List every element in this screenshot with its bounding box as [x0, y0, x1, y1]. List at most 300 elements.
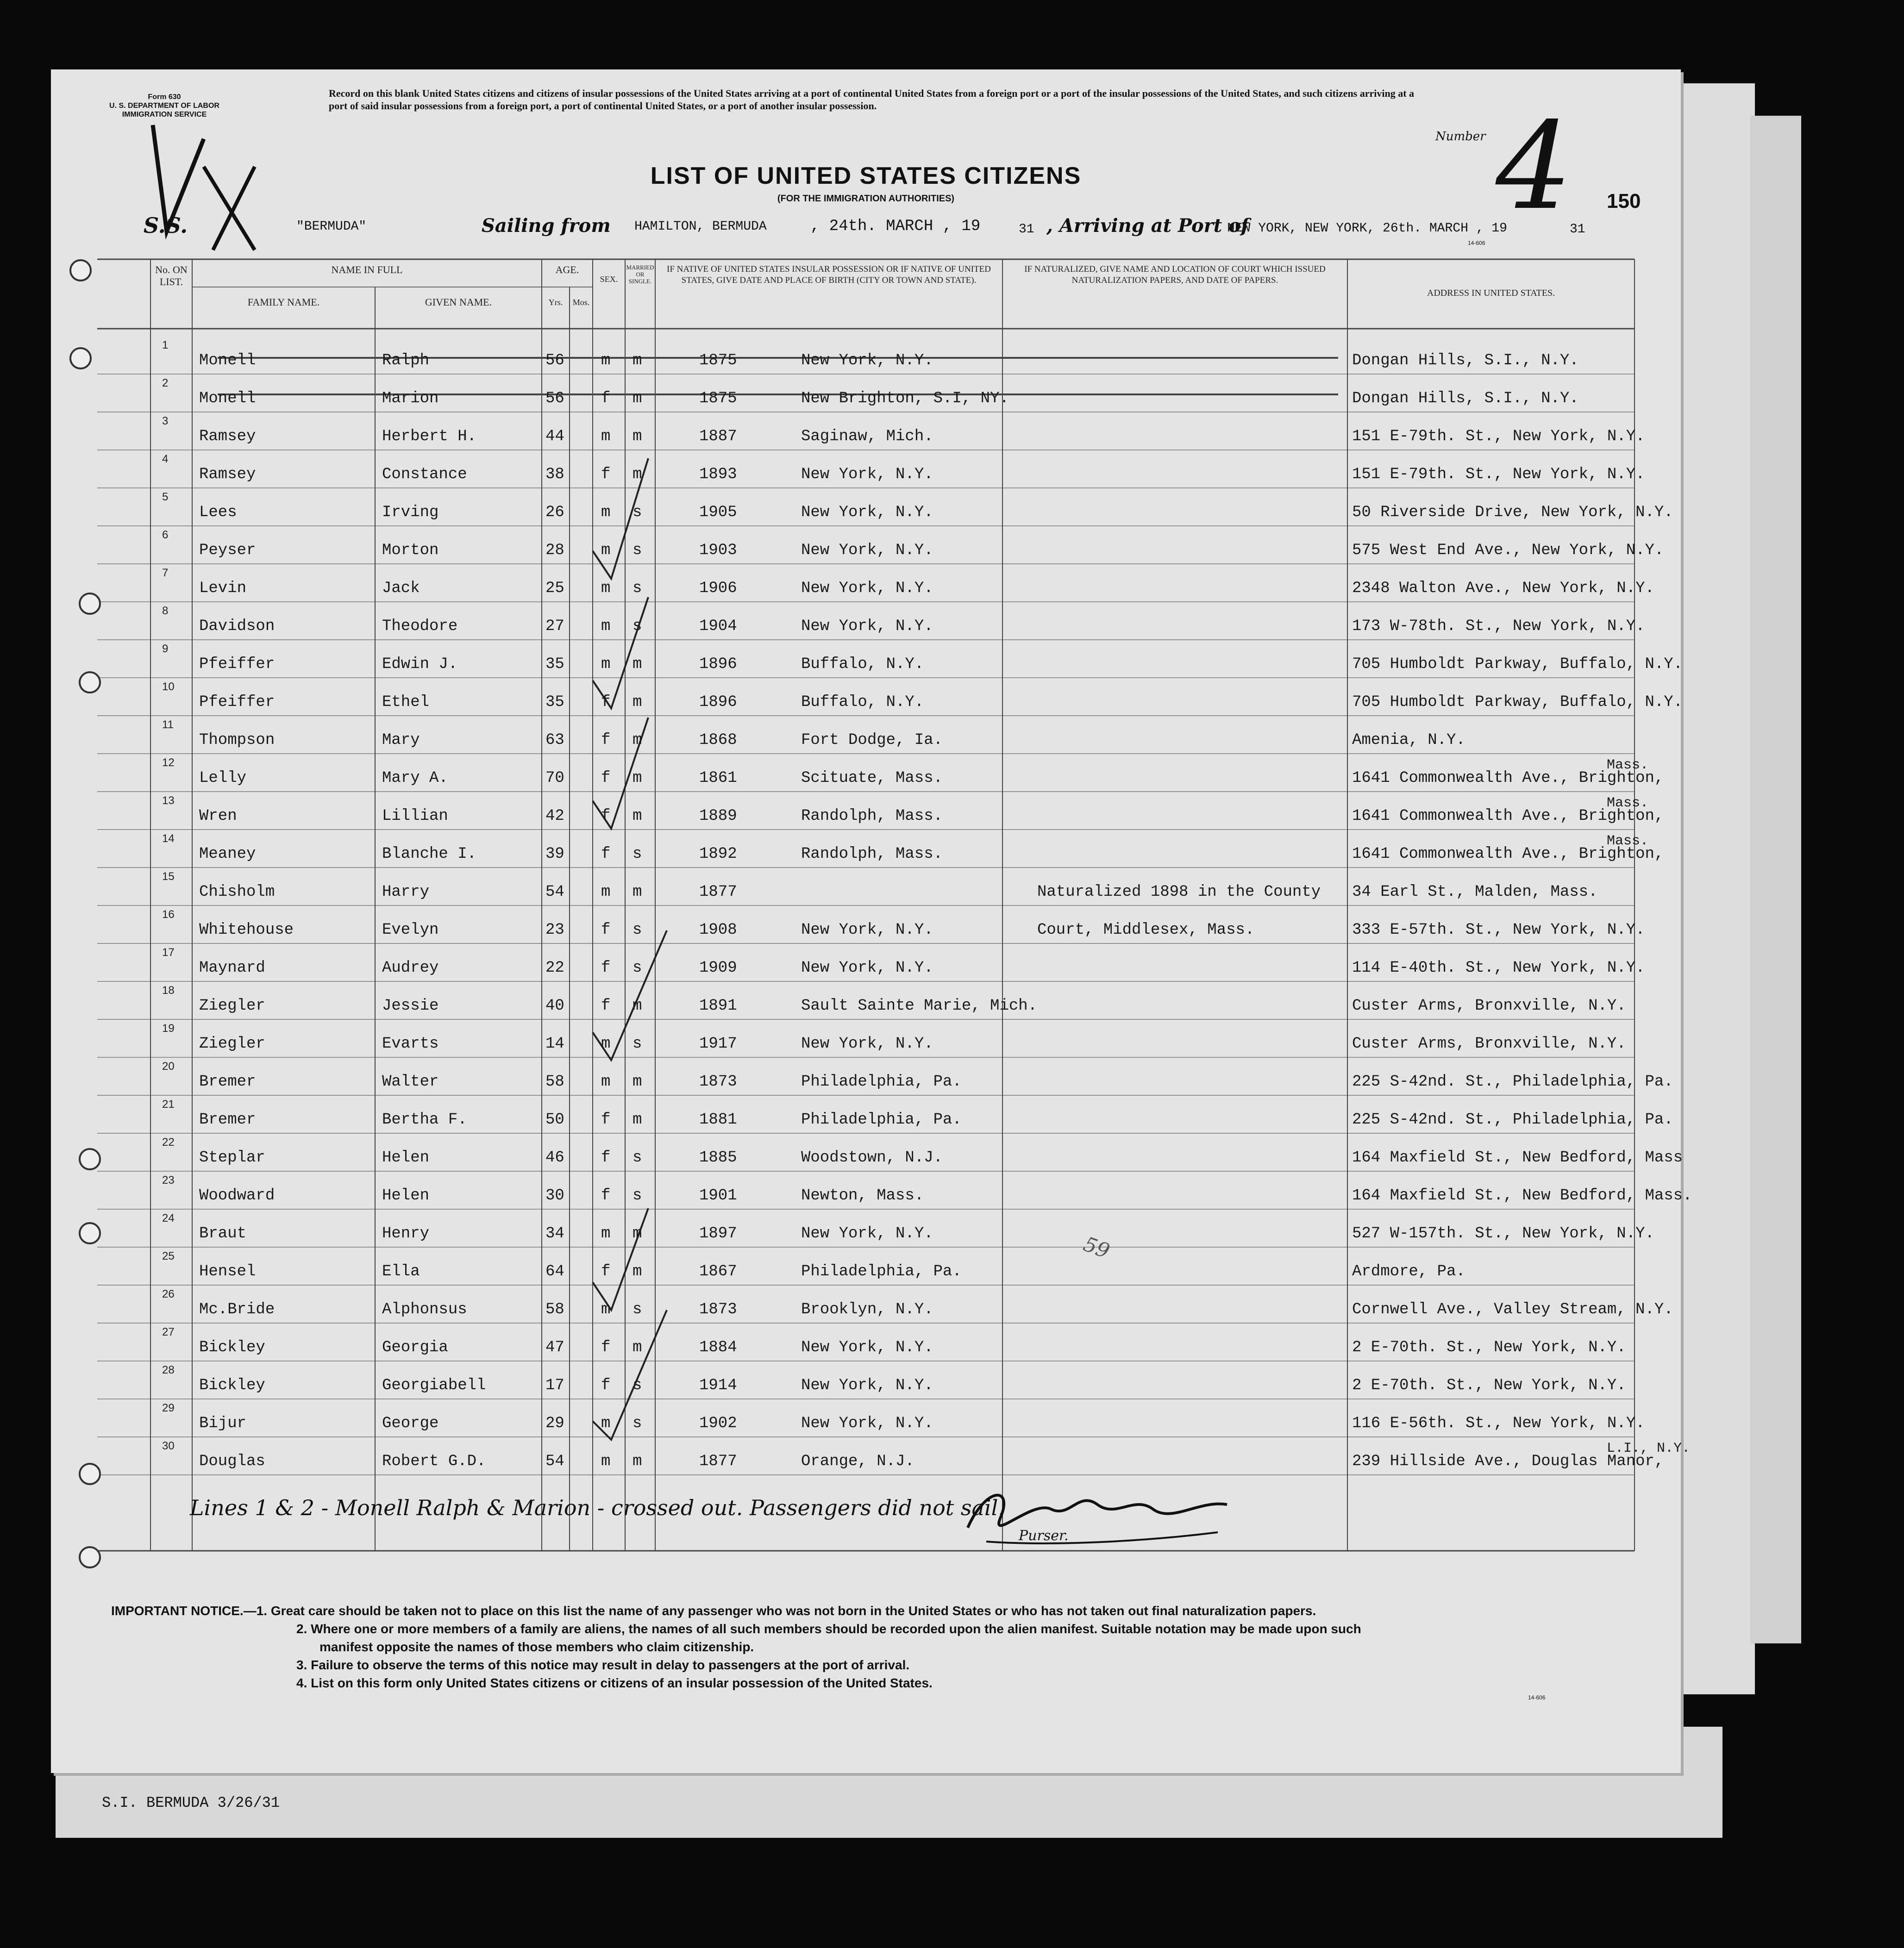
cell-year: 1873 [699, 1301, 737, 1318]
row-number: 23 [162, 1174, 175, 1186]
row-number: 9 [162, 643, 169, 655]
cell-place: Saginaw, Mich. [801, 428, 933, 445]
cell-year: 1868 [699, 731, 737, 749]
cell-age: 56 [545, 390, 564, 407]
header-name-in-full: NAME IN FULL [331, 264, 403, 275]
row-number: 30 [162, 1440, 175, 1452]
row-number: 19 [162, 1022, 175, 1035]
cell-sex: f [601, 731, 611, 749]
cell-given: Constance [382, 466, 467, 483]
to-year: 31 [1570, 222, 1585, 237]
cell-year: 1902 [699, 1415, 737, 1432]
cell-ms: s [633, 845, 642, 863]
cell-sex: m [601, 1415, 611, 1432]
cell-addr: 527 W-157th. St., New York, N.Y. [1352, 1225, 1654, 1242]
cell-family: Bijur [199, 1415, 247, 1432]
cell-ms: m [633, 1453, 642, 1470]
cell-family: Pfeiffer [199, 693, 275, 711]
cell-given: Georgia [382, 1339, 448, 1356]
cell-sex: f [601, 1111, 611, 1129]
notice-item-1: —1. Great care should be taken not to place on this list the name of any passenger who was not born in the United States or who has not taken out final naturalization papers. [243, 1604, 1316, 1618]
cell-age: 46 [545, 1149, 564, 1167]
back-sheet [1750, 116, 1801, 1643]
cell-age: 50 [545, 1111, 564, 1129]
cell-place: New York, N.Y. [801, 542, 933, 559]
cell-nat: Naturalized 1898 in the County [1037, 883, 1321, 901]
cell-given: Henry [382, 1225, 430, 1242]
cell-sex: f [601, 959, 611, 977]
cell-place: New York, N.Y. [801, 618, 933, 635]
cell-age: 30 [545, 1187, 564, 1205]
row-number: 13 [162, 794, 175, 807]
cell-family: Lelly [199, 769, 247, 787]
cell-place: Philadelphia, Pa. [801, 1263, 962, 1280]
notice-item-2: 2. Where one or more members of a family are aliens, the names of all such members should be recorded upon the alien manifest. Suitable notation may be made upon such [296, 1622, 1361, 1636]
cell-year: 1867 [699, 1263, 737, 1280]
cell-family: Lees [199, 504, 237, 521]
cell-sex: f [601, 997, 611, 1015]
notice-code: 14-606 [1528, 1694, 1546, 1701]
cell-ms: s [633, 1035, 642, 1053]
number-value: 4 [1496, 97, 1572, 237]
form-number: Form 630 [148, 93, 181, 101]
header-address: ADDRESS IN UNITED STATES. [1427, 288, 1555, 298]
cell-sex: m [601, 618, 611, 635]
row-number: 24 [162, 1212, 175, 1224]
cell-addr: Custer Arms, Bronxville, N.Y. [1352, 1035, 1626, 1053]
row-number: 8 [162, 605, 169, 617]
cell-age: 70 [545, 769, 564, 787]
cell-place: Randolph, Mass. [801, 845, 943, 863]
cell-addr: 225 S-42nd. St., Philadelphia, Pa. [1352, 1111, 1673, 1129]
important-notice [111, 1602, 1639, 1692]
cell-place: New York, N.Y. [801, 352, 933, 369]
cell-year: 1914 [699, 1377, 737, 1394]
cell-addr: 2 E-70th. St., New York, N.Y. [1352, 1377, 1626, 1394]
cell-ms: s [633, 1415, 642, 1432]
cell-family: Braut [199, 1225, 247, 1242]
cell-year: 1897 [699, 1225, 737, 1242]
cell-family: Ramsey [199, 428, 256, 445]
cell-family: Chisholm [199, 883, 275, 901]
cell-age: 35 [545, 656, 564, 673]
cell-addr: 333 E-57th. St., New York, N.Y. [1352, 921, 1645, 939]
cell-ms: s [633, 921, 642, 939]
number-label: Number [1435, 130, 1486, 144]
cell-ms: m [633, 693, 642, 711]
cell-year: 1875 [699, 352, 737, 369]
cell-sex: m [601, 1225, 611, 1242]
cell-addr: 34 Earl St., Malden, Mass. [1352, 883, 1598, 901]
cell-age: 64 [545, 1263, 564, 1280]
cell-ms: m [633, 731, 642, 749]
cell-place: Brooklyn, N.Y. [801, 1301, 933, 1318]
cell-sex: f [601, 921, 611, 939]
cell-given: Bertha F. [382, 1111, 467, 1129]
cell-age: 47 [545, 1339, 564, 1356]
cell-age: 63 [545, 731, 564, 749]
row-number: 27 [162, 1326, 175, 1338]
cell-family: Meaney [199, 845, 256, 863]
from-date: , 24th. MARCH , 19 [810, 218, 981, 235]
cell-given: Lillian [382, 807, 448, 825]
cell-year: 1884 [699, 1339, 737, 1356]
notice-heading: IMPORTANT NOTICE. [111, 1604, 244, 1618]
cell-place: New York, N.Y. [801, 959, 933, 977]
cell-given: Blanche I. [382, 845, 477, 863]
notice-item-3: 3. Failure to observe the terms of this notice may result in delay to passengers at the port of arrival. [296, 1658, 910, 1672]
row-number: 3 [162, 415, 169, 427]
ship-name: "BERMUDA" [296, 219, 367, 234]
cell-given: Herbert H. [382, 428, 477, 445]
ss-label: S.S. [144, 213, 188, 238]
cell-age: 29 [545, 1415, 564, 1432]
archive-label: S.I. BERMUDA 3/26/31 [93, 1792, 289, 1814]
cell-place: Sault Sainte Marie, Mich. [801, 997, 1038, 1015]
cell-sex: m [601, 1453, 611, 1470]
cell-place: New York, N.Y. [801, 1339, 933, 1356]
cell-address-overflow: Mass. [1607, 795, 1649, 811]
cell-sex: m [601, 580, 611, 597]
cell-ms: m [633, 1111, 642, 1129]
page-subtitle: (FOR THE IMMIGRATION AUTHORITIES) [777, 194, 955, 204]
header-married-single: MARRIED OR SINGLE. [626, 264, 654, 285]
cell-year: 1906 [699, 580, 737, 597]
cell-age: 35 [545, 693, 564, 711]
instructions: Record on this blank United States citizens and citizens of insular possessions of the United States arriving at a port of continental United States from a foreign port or a port of the insular possessions of the United States, and such citizens arriving at a port of said insular possessions from a foreign port, a port of continental United States, or a port of another insular possession. [329, 87, 1415, 112]
cell-age: 42 [545, 807, 564, 825]
cell-nat: Court, Middlesex, Mass. [1037, 921, 1255, 939]
cell-place: Newton, Mass. [801, 1187, 924, 1205]
cell-place: New York, N.Y. [801, 466, 933, 483]
cell-year: 1892 [699, 845, 737, 863]
header-age: AGE. [555, 264, 579, 275]
cell-place: New York, N.Y. [801, 1415, 933, 1432]
cell-address-overflow: Mass. [1607, 757, 1649, 773]
cell-family: Ramsey [199, 466, 256, 483]
cell-addr: 114 E-40th. St., New York, N.Y. [1352, 959, 1645, 977]
cell-year: 1877 [699, 883, 737, 901]
cell-addr: 151 E-79th. St., New York, N.Y. [1352, 428, 1645, 445]
cell-year: 1861 [699, 769, 737, 787]
row-number: 18 [162, 984, 175, 997]
cell-given: Ralph [382, 352, 430, 369]
punch-hole [79, 1222, 101, 1244]
cell-year: 1901 [699, 1187, 737, 1205]
cell-given: Helen [382, 1187, 430, 1205]
cell-addr: 575 West End Ave., New York, N.Y. [1352, 542, 1664, 559]
cell-place: Fort Dodge, Ia. [801, 731, 943, 749]
cell-place: Philadelphia, Pa. [801, 1073, 962, 1091]
cell-sex: m [601, 352, 611, 369]
row-number: 10 [162, 681, 175, 693]
cell-given: Walter [382, 1073, 439, 1091]
cell-family: Bremer [199, 1073, 256, 1091]
cell-year: 1905 [699, 504, 737, 521]
cell-given: George [382, 1415, 439, 1432]
cell-addr: 225 S-42nd. St., Philadelphia, Pa. [1352, 1073, 1673, 1091]
cell-addr: Cornwell Ave., Valley Stream, N.Y. [1352, 1301, 1673, 1318]
cell-place: New York, N.Y. [801, 1225, 933, 1242]
header-no: No. ON LIST. [155, 264, 188, 287]
cell-ms: s [633, 542, 642, 559]
cell-ms: m [633, 1339, 642, 1356]
cell-given: Mary [382, 731, 420, 749]
cell-age: 17 [545, 1377, 564, 1394]
cell-ms: m [633, 769, 642, 787]
cell-sex: m [601, 428, 611, 445]
cell-ms: s [633, 1377, 642, 1394]
cell-given: Georgiabell [382, 1377, 486, 1394]
cell-year: 1908 [699, 921, 737, 939]
punch-hole [79, 1463, 101, 1485]
cell-year: 1891 [699, 997, 737, 1015]
cell-family: Pfeiffer [199, 656, 275, 673]
cell-sex: m [601, 542, 611, 559]
cell-ms: m [633, 466, 642, 483]
cell-sex: f [601, 1263, 611, 1280]
cell-sex: f [601, 1187, 611, 1205]
cell-sex: f [601, 693, 611, 711]
cell-given: Audrey [382, 959, 439, 977]
row-number: 21 [162, 1098, 175, 1111]
cell-ms: s [633, 1187, 642, 1205]
cell-given: Harry [382, 883, 430, 901]
cell-place: Orange, N.J. [801, 1453, 914, 1470]
cell-age: 28 [545, 542, 564, 559]
cell-addr: 173 W-78th. St., New York, N.Y. [1352, 618, 1645, 635]
cell-age: 40 [545, 997, 564, 1015]
cell-addr: 2348 Walton Ave., New York, N.Y. [1352, 580, 1654, 597]
cell-sex: m [601, 1301, 611, 1318]
row-number: 20 [162, 1060, 175, 1073]
cell-family: Douglas [199, 1453, 265, 1470]
cell-given: Morton [382, 542, 439, 559]
cell-age: 56 [545, 352, 564, 369]
cell-sex: f [601, 466, 611, 483]
cell-family: Mc.Bride [199, 1301, 275, 1318]
cell-family: Monell [199, 390, 256, 407]
cell-year: 1904 [699, 618, 737, 635]
cell-place: Woodstown, N.J. [801, 1149, 943, 1167]
cell-address-overflow: Mass. [1607, 833, 1649, 849]
cell-age: 44 [545, 428, 564, 445]
cell-sex: m [601, 656, 611, 673]
cell-addr: Ardmore, Pa. [1352, 1263, 1466, 1280]
row-number: 2 [162, 377, 169, 389]
cell-family: Peyser [199, 542, 256, 559]
cell-addr: Custer Arms, Bronxville, N.Y. [1352, 997, 1626, 1015]
cell-sex: m [601, 1073, 611, 1091]
cell-family: Davidson [199, 618, 275, 635]
cell-year: 1873 [699, 1073, 737, 1091]
cell-addr: Dongan Hills, S.I., N.Y. [1352, 390, 1579, 407]
cell-place: New York, N.Y. [801, 1377, 933, 1394]
cell-ms: s [633, 1301, 642, 1318]
cell-age: 25 [545, 580, 564, 597]
cell-place: New Brighton, S.I, NY. [801, 390, 1009, 407]
cell-ms: s [633, 580, 642, 597]
cell-family: Levin [199, 580, 247, 597]
cell-year: 1903 [699, 542, 737, 559]
cell-ms: m [633, 428, 642, 445]
cell-sex: f [601, 769, 611, 787]
cell-given: Robert G.D. [382, 1453, 486, 1470]
cell-sex: m [601, 883, 611, 901]
cell-ms: m [633, 1225, 642, 1242]
cell-ms: s [633, 1149, 642, 1167]
row-number: 14 [162, 832, 175, 845]
cell-addr: 705 Humboldt Parkway, Buffalo, N.Y. [1352, 693, 1683, 711]
cell-given: Evarts [382, 1035, 439, 1053]
cell-ms: m [633, 807, 642, 825]
cell-addr: 151 E-79th. St., New York, N.Y. [1352, 466, 1645, 483]
row-number: 12 [162, 756, 175, 769]
cell-age: 23 [545, 921, 564, 939]
cell-ms: m [633, 656, 642, 673]
cell-ms: m [633, 352, 642, 369]
cell-sex: f [601, 1149, 611, 1167]
cell-ms: m [633, 1263, 642, 1280]
cell-family: Steplar [199, 1149, 265, 1167]
punch-hole [79, 593, 101, 615]
arriving-label: , Arriving at Port of [1046, 215, 1249, 237]
page-number: 150 [1607, 190, 1641, 212]
cell-age: 34 [545, 1225, 564, 1242]
cell-addr: 705 Humboldt Parkway, Buffalo, N.Y. [1352, 656, 1683, 673]
row-number: 22 [162, 1136, 175, 1149]
punch-hole [69, 259, 92, 281]
cell-year: 1893 [699, 466, 737, 483]
cell-given: Alphonsus [382, 1301, 467, 1318]
cell-place: Buffalo, N.Y. [801, 693, 924, 711]
cell-year: 1917 [699, 1035, 737, 1053]
cell-family: Ziegler [199, 997, 265, 1015]
cell-given: Evelyn [382, 921, 439, 939]
header-mos: Mos. [572, 298, 590, 307]
cell-ms: s [633, 959, 642, 977]
manifest-sheet [51, 69, 1692, 1773]
cell-family: Woodward [199, 1187, 275, 1205]
cell-addr: 164 Maxfield St., New Bedford, Mass [1352, 1149, 1683, 1167]
cell-addr: 239 Hillside Ave., Douglas Manor, [1352, 1453, 1664, 1470]
header-sex: SEX. [600, 275, 618, 284]
row-number: 4 [162, 453, 169, 465]
cell-family: Monell [199, 352, 256, 369]
cell-family: Bickley [199, 1339, 265, 1356]
row-number: 1 [162, 339, 169, 351]
department: U. S. DEPARTMENT OF LABOR [109, 102, 219, 110]
cell-sex: m [601, 1035, 611, 1053]
cell-family: Bickley [199, 1377, 265, 1394]
cell-year: 1881 [699, 1111, 737, 1129]
cell-addr: Dongan Hills, S.I., N.Y. [1352, 352, 1579, 369]
cell-year: 1877 [699, 1453, 737, 1470]
header-native: IF NATIVE OF UNITED STATES INSULAR POSSESSION OR IF NATIVE OF UNITED STATES, GIVE DATE AND PLACE OF BIRTH (CITY OR TOWN AND STATE). [667, 264, 991, 285]
cell-year: 1887 [699, 428, 737, 445]
stamp-number: 59 [1080, 1232, 1113, 1264]
from-port: HAMILTON, BERMUDA [634, 219, 767, 234]
cell-ms: s [633, 504, 642, 521]
cell-given: Theodore [382, 618, 458, 635]
header-given-name: GIVEN NAME. [425, 296, 492, 308]
cell-family: Ziegler [199, 1035, 265, 1053]
cell-year: 1875 [699, 390, 737, 407]
cell-given: Ethel [382, 693, 430, 711]
cell-place: Randolph, Mass. [801, 807, 943, 825]
sailing-label: Sailing from [482, 215, 611, 237]
cell-given: Jessie [382, 997, 439, 1015]
cell-family: Bremer [199, 1111, 256, 1129]
cell-year: 1896 [699, 693, 737, 711]
row-number: 17 [162, 946, 175, 959]
punch-hole [69, 347, 92, 369]
notice-item-2b: manifest opposite the names of those members who claim citizenship. [319, 1640, 754, 1654]
cell-age: 58 [545, 1301, 564, 1318]
cell-addr: Amenia, N.Y. [1352, 731, 1466, 749]
cell-year: 1889 [699, 807, 737, 825]
cell-given: Irving [382, 504, 439, 521]
punch-hole [79, 1148, 101, 1170]
cell-age: 39 [545, 845, 564, 863]
cell-sex: f [601, 390, 611, 407]
to-port: NEW YORK, NEW YORK, 26th. MARCH , 19 [1227, 221, 1507, 236]
row-number: 25 [162, 1250, 175, 1262]
cell-ms: m [633, 1073, 642, 1091]
cell-sex: f [601, 1377, 611, 1394]
cell-given: Ella [382, 1263, 420, 1280]
cell-addr: 1641 Commonwealth Ave., Brighton, [1352, 845, 1664, 863]
cell-sex: f [601, 1339, 611, 1356]
cell-given: Helen [382, 1149, 430, 1167]
cell-given: Marion [382, 390, 439, 407]
row-number: 5 [162, 491, 169, 503]
form-code: 14-606 [1468, 240, 1485, 246]
cell-addr: 1641 Commonwealth Ave., Brighton, [1352, 807, 1664, 825]
cell-ms: m [633, 390, 642, 407]
cell-addr: 1641 Commonwealth Ave., Brighton, [1352, 769, 1664, 787]
row-number: 11 [162, 718, 174, 731]
header-naturalized: IF NATURALIZED, GIVE NAME AND LOCATION OF COURT WHICH ISSUED NATURALIZATION PAPERS, AND DATE OF PAPERS. [1024, 264, 1326, 285]
cell-place: New York, N.Y. [801, 580, 933, 597]
row-number: 28 [162, 1364, 175, 1376]
cell-addr: 116 E-56th. St., New York, N.Y. [1352, 1415, 1645, 1432]
row-number: 6 [162, 529, 169, 541]
service: IMMIGRATION SERVICE [122, 111, 207, 119]
from-year: 31 [1019, 222, 1034, 237]
cell-sex: f [601, 807, 611, 825]
row-number: 15 [162, 870, 175, 883]
cell-age: 58 [545, 1073, 564, 1091]
cell-sex: m [601, 504, 611, 521]
cell-place: Scituate, Mass. [801, 769, 943, 787]
cell-address-overflow: L.I., N.Y. [1607, 1441, 1691, 1456]
cell-given: Mary A. [382, 769, 448, 787]
cell-year: 1909 [699, 959, 737, 977]
cell-age: 26 [545, 504, 564, 521]
cell-given: Edwin J. [382, 656, 458, 673]
cell-ms: s [633, 618, 642, 635]
row-number: 29 [162, 1402, 175, 1414]
cell-family: Thompson [199, 731, 275, 749]
cell-year: 1896 [699, 656, 737, 673]
row-number: 16 [162, 908, 175, 921]
cell-age: 14 [545, 1035, 564, 1053]
cell-ms: m [633, 997, 642, 1015]
cell-age: 22 [545, 959, 564, 977]
purser-signature-icon [958, 1481, 1236, 1551]
cell-family: Wren [199, 807, 237, 825]
